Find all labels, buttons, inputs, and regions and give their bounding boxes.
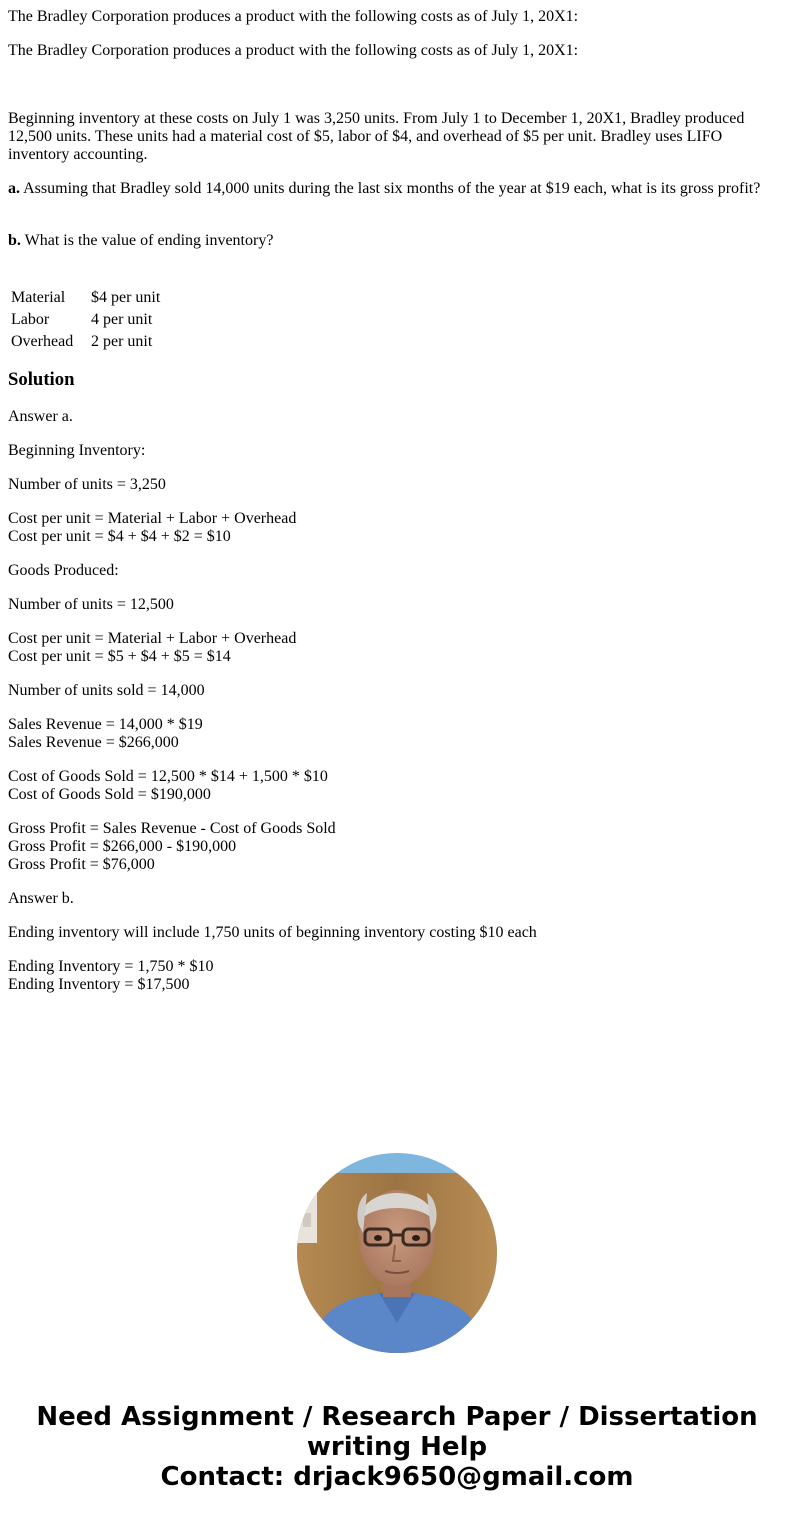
units-sold: Number of units sold = 14,000 [8, 682, 205, 699]
cost-item: Material [11, 289, 66, 306]
table-row [10, 332, 161, 352]
gross-profit-formula: Gross Profit = Sales Revenue - Cost of Goods Sold [8, 820, 336, 837]
tutor-photo [297, 1153, 497, 1353]
question-part-a [8, 180, 786, 198]
cost-value: $4 per unit [91, 289, 161, 306]
cost-item: Labor [11, 311, 50, 328]
part-a-label: a. [8, 180, 20, 197]
table-row [10, 310, 161, 330]
banner-contact: Contact: drjack9650@gmail.com [160, 1462, 634, 1492]
sales-revenue-value: Sales Revenue = $266,000 [8, 734, 179, 751]
table-row [10, 288, 161, 308]
avatar [297, 1153, 497, 1353]
question-intro-repeat: The Bradley Corporation produces a product with the following costs as of July 1, 20X1: [8, 42, 579, 59]
part-b-text: What is the value of ending inventory? [20, 232, 274, 249]
beginning-cost-formula: Cost per unit = Material + Labor + Overhead [8, 510, 297, 527]
promo-banner [0, 1402, 794, 1492]
produced-cost-formula: Cost per unit = Material + Labor + Overhead [8, 630, 297, 647]
beginning-cost-value: Cost per unit = $4 + $4 + $2 = $10 [8, 528, 231, 545]
question-part-b [8, 232, 273, 250]
beginning-inventory-heading: Beginning Inventory: [8, 442, 146, 459]
ending-inventory-value: Ending Inventory = $17,500 [8, 976, 190, 993]
gross-profit-value: Gross Profit = $76,000 [8, 856, 155, 873]
banner-line-2: writing Help [306, 1432, 488, 1462]
cogs-value: Cost of Goods Sold = $190,000 [8, 786, 211, 803]
ending-inventory-formula: Ending Inventory = 1,750 * $10 [8, 958, 214, 975]
produced-units: Number of units = 12,500 [8, 596, 174, 613]
produced-cost-value: Cost per unit = $5 + $4 + $5 = $14 [8, 648, 231, 665]
goods-produced-heading: Goods Produced: [8, 562, 119, 579]
cost-value: 2 per unit [91, 333, 153, 350]
question-intro: The Bradley Corporation produces a product with the following costs as of July 1, 20X1: [8, 8, 579, 25]
part-a-text: Assuming that Bradley sold 14,000 units during the last six months of the year at $19 each, what is its gross profit? [20, 180, 761, 197]
part-b-label: b. [8, 232, 21, 249]
gross-profit-substitution: Gross Profit = $266,000 - $190,000 [8, 838, 237, 855]
cogs-formula: Cost of Goods Sold = 12,500 * $14 + 1,500 * $10 [8, 768, 328, 785]
banner-line-1: Need Assignment / Research Paper / Dissertation [36, 1402, 758, 1432]
cost-value: 4 per unit [91, 311, 153, 328]
beginning-units: Number of units = 3,250 [8, 476, 166, 493]
cost-table [8, 286, 163, 354]
question-details: Beginning inventory at these costs on July 1 was 3,250 units. From July 1 to December 1, 20X1, Bradley produced 12,500 units. These units had a material cost of $5, labor of $4, and overhead of $5 per unit. Bradley uses LIFO inventory accounting. [8, 110, 745, 163]
cost-item: Overhead [11, 333, 74, 350]
answer-b-heading: Answer b. [8, 890, 74, 907]
sales-revenue-formula: Sales Revenue = 14,000 * $19 [8, 716, 203, 733]
solution-heading: Solution [8, 369, 75, 390]
ending-inventory-note: Ending inventory will include 1,750 units of beginning inventory costing $10 each [8, 924, 537, 941]
answer-a-heading: Answer a. [8, 408, 73, 425]
